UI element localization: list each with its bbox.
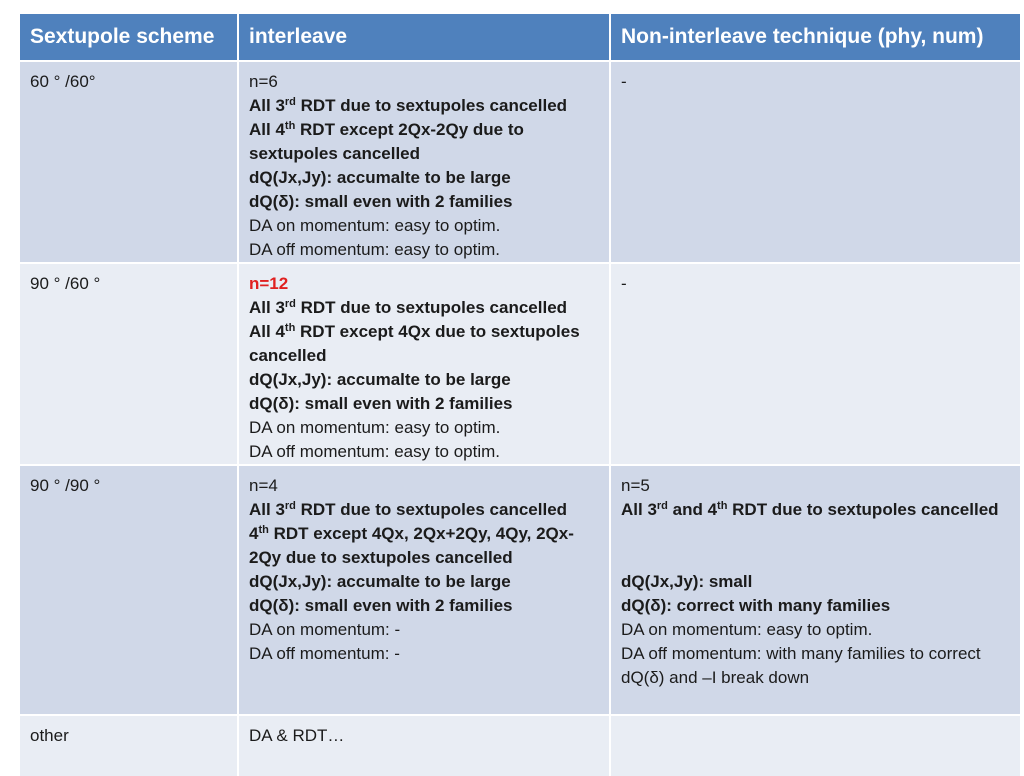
row3-ni-line2: dQ(Jx,Jy): small	[621, 572, 753, 591]
row4-scheme: other	[20, 716, 237, 776]
row2-scheme: 90 ° /60 °	[20, 264, 237, 464]
row3-line4: dQ(δ): small even with 2 families	[249, 596, 513, 615]
row2-line4: dQ(δ): small even with 2 families	[249, 394, 513, 413]
row3-ni-line4: DA on momentum: easy to optim.	[621, 620, 873, 639]
row3-line2: 4th RDT except 4Qx, 2Qx+2Qy, 4Qy, 2Qx-2Qy due to sextupoles cancelled	[249, 524, 574, 567]
row4-noninterleave	[611, 716, 1020, 776]
row3-line6: DA off momentum: -	[249, 644, 400, 663]
header-interleave: interleave	[239, 14, 609, 60]
row2-interleave	[239, 264, 609, 464]
row3-ni-line5: DA off momentum: with many families to correct dQ(δ) and –I break down	[621, 644, 981, 687]
row1-line6: DA off momentum: easy to optim.	[249, 240, 501, 259]
row3-ni-n: n=5	[621, 476, 650, 495]
row1-interleave	[239, 62, 609, 262]
row3-ni-line3: dQ(δ): correct with many families	[621, 596, 891, 615]
row2-line5: DA on momentum: easy to optim.	[249, 418, 501, 437]
row1-scheme: 60 ° /60°	[20, 62, 237, 262]
row3-noninterleave	[611, 466, 1020, 714]
row2-line1: All 3rd RDT due to sextupoles cancelled	[249, 298, 568, 317]
row3-ni-line1: All 3rd and 4th RDT due to sextupoles cancelled	[621, 500, 999, 519]
header-sextupole-scheme: Sextupole scheme	[20, 14, 237, 60]
row1-noninterleave: -	[611, 62, 1020, 262]
row3-line5: DA on momentum: -	[249, 620, 401, 639]
row3-n: n=4	[249, 476, 278, 495]
row1-line1: All 3rd RDT due to sextupoles cancelled	[249, 96, 568, 115]
row1-line4: dQ(δ): small even with 2 families	[249, 192, 513, 211]
row2-line3: dQ(Jx,Jy): accumalte to be large	[249, 370, 511, 389]
row3-line1: All 3rd RDT due to sextupoles cancelled	[249, 500, 568, 519]
row3-ni-spacer	[621, 522, 1010, 546]
row2-line2: All 4th RDT except 4Qx due to sextupoles cancelled	[249, 322, 580, 365]
row3-line3: dQ(Jx,Jy): accumalte to be large	[249, 572, 511, 591]
header-non-interleave: Non-interleave technique (phy, num)	[611, 14, 1020, 60]
row1-line5: DA on momentum: easy to optim.	[249, 216, 501, 235]
row4-interleave: DA & RDT…	[239, 716, 609, 776]
row1-line2: All 4th RDT except 2Qx-2Qy due to sextupoles cancelled	[249, 120, 524, 163]
sextupole-table	[20, 14, 1018, 776]
row3-scheme: 90 ° /90 °	[20, 466, 237, 714]
row2-n: n=12	[249, 274, 289, 293]
row1-line3: dQ(Jx,Jy): accumalte to be large	[249, 168, 511, 187]
row3-ni-spacer2	[621, 546, 1010, 570]
row2-noninterleave: -	[611, 264, 1020, 464]
row3-interleave	[239, 466, 609, 714]
row2-line6: DA off momentum: easy to optim.	[249, 442, 501, 461]
row1-n: n=6	[249, 72, 278, 91]
